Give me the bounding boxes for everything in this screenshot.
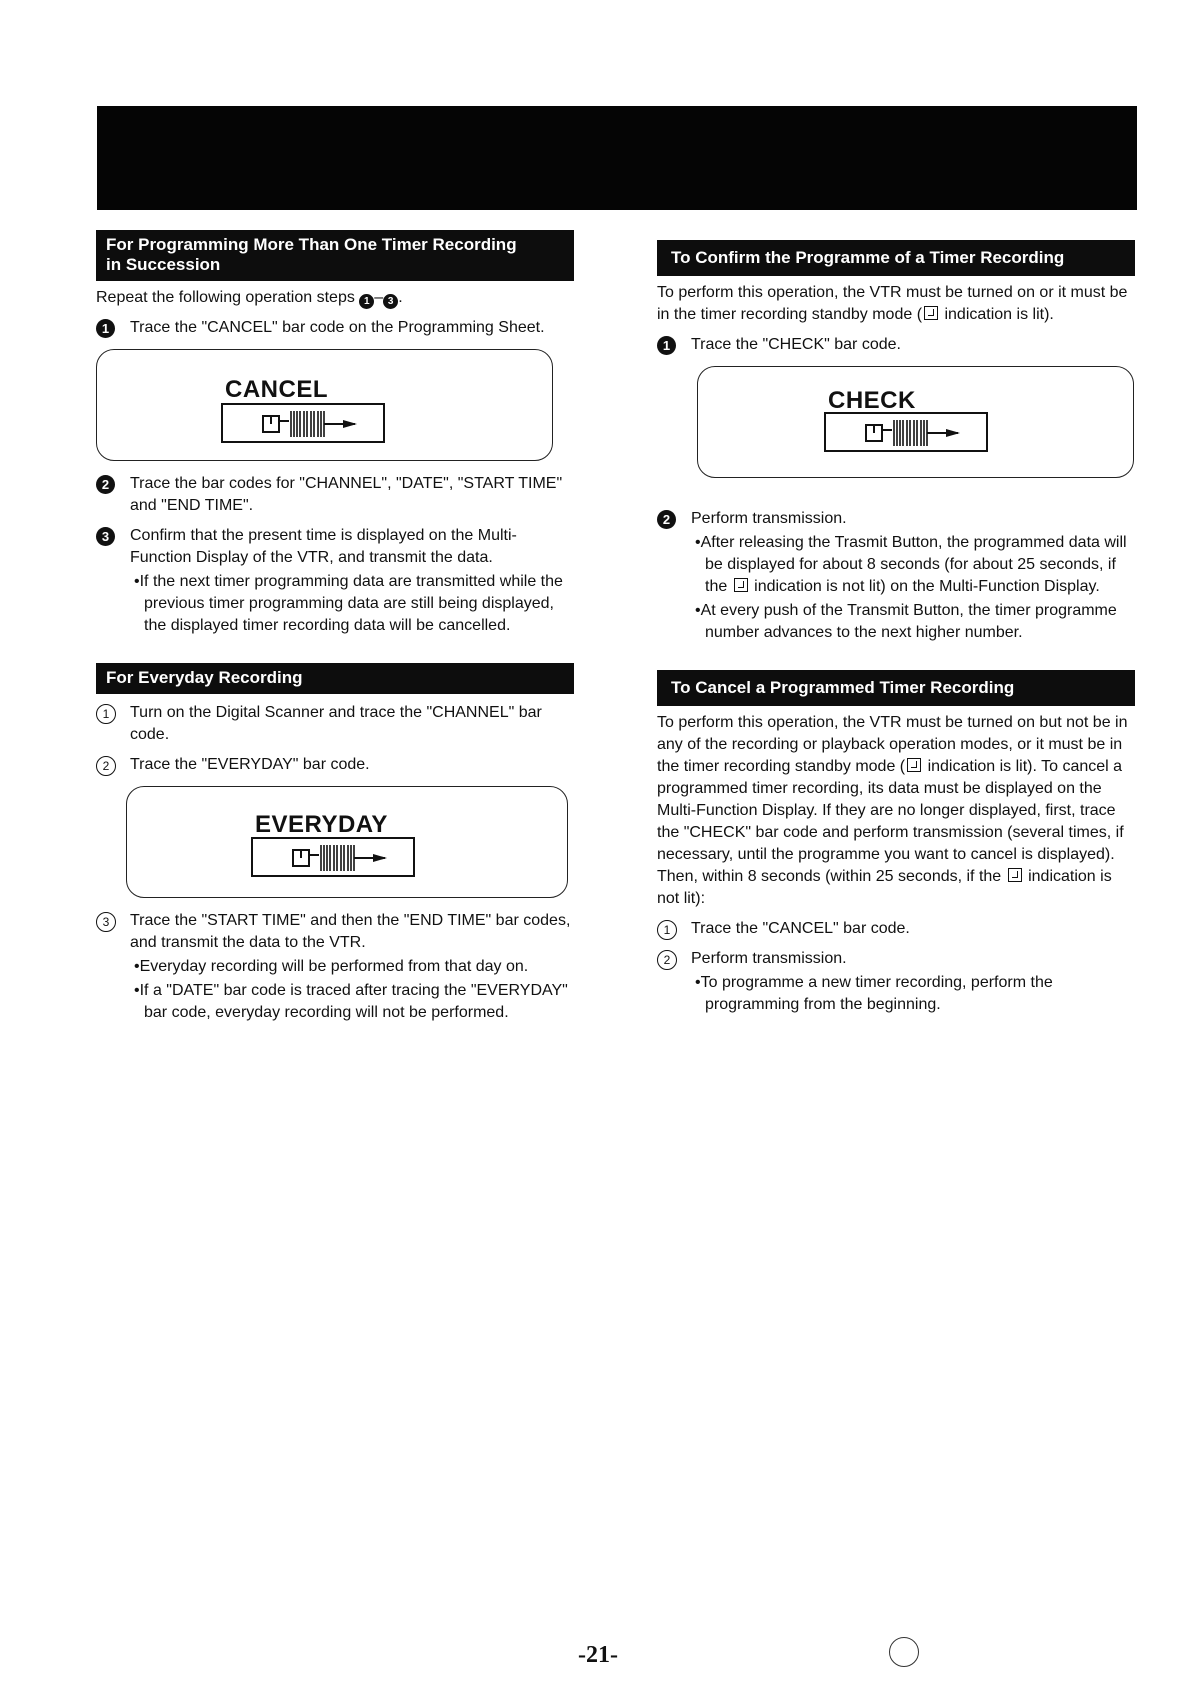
title-banner [97, 106, 1137, 210]
step-text: Trace the bar codes for "CHANNEL", "DATE", "START TIME" and "END TIME". [130, 475, 563, 514]
intro-text: Repeat the following operation steps [96, 289, 355, 306]
range-dash: – [374, 289, 384, 306]
step-number-icon: 3 [96, 912, 116, 932]
section-heading-succession [96, 230, 574, 281]
step-number-icon: 3 [383, 294, 398, 309]
step-3 [96, 525, 574, 637]
step-2 [96, 754, 574, 776]
step-3 [96, 910, 574, 1024]
step-1 [96, 702, 574, 746]
circle-mark-icon [889, 1637, 919, 1667]
left-column [96, 230, 574, 1032]
barcode-check-panel [697, 366, 1134, 478]
barcode-everyday-panel [126, 786, 568, 898]
step-number-icon: 2 [657, 950, 677, 970]
intro-text: To perform this operation, the VTR must be turned on or it must be in the timer recording standby mode ( [657, 284, 1128, 323]
step-text: Turn on the Digital Scanner and trace the "CHANNEL" bar code. [130, 704, 542, 743]
step-number-icon: 1 [359, 294, 374, 309]
section-heading-confirm [657, 240, 1135, 276]
barcode-icon [221, 403, 385, 443]
step-text: Trace the "START TIME" and then the "END TIME" bar codes, and transmit the data to the VTR. [130, 912, 571, 951]
barcode-title: CHECK [828, 387, 916, 414]
step-text: Trace the "CHECK" bar code. [691, 336, 901, 353]
step-text: Perform transmission. [691, 510, 847, 527]
intro-paragraph [96, 287, 574, 309]
step-text: Perform transmission. [691, 950, 847, 967]
step-2 [657, 508, 1135, 644]
note-bullet: •If the next timer programming data are transmitted while the previous timer programming data are still being displayed, the displayed timer recording data will be cancelled. [134, 573, 563, 634]
step-number-icon: 2 [96, 475, 115, 494]
step-number-icon: 1 [657, 336, 676, 355]
barcode-title: EVERYDAY [255, 811, 388, 838]
right-column [657, 240, 1135, 1024]
heading-line: To Cancel a Programmed Timer Recording [671, 678, 1015, 697]
intro-period: . [398, 289, 403, 306]
step-number-icon: 3 [96, 527, 115, 546]
step-number-icon: 2 [657, 510, 676, 529]
barcode-icon [251, 837, 415, 877]
timer-indicator-icon [1008, 868, 1022, 882]
note-bullet [691, 532, 1135, 598]
step-number-icon: 2 [96, 756, 116, 776]
barcode-title: CANCEL [225, 376, 328, 403]
note-bullet: •If a "DATE" bar code is traced after tracing the "EVERYDAY" bar code, everyday recording will not be performed. [134, 982, 568, 1021]
timer-indicator-icon [734, 578, 748, 592]
heading-line: For Everyday Recording [106, 668, 303, 687]
barcode-cancel-panel [96, 349, 553, 461]
intro-text: indication is lit). [940, 306, 1054, 323]
page-number: -21- [578, 1642, 618, 1668]
note-bullet: •Everyday recording will be performed from that day on. [134, 958, 529, 975]
step-2 [657, 948, 1135, 1016]
step-text: Trace the "CANCEL" bar code. [691, 920, 910, 937]
step-text: Trace the "CANCEL" bar code on the Programming Sheet. [130, 319, 545, 336]
section-heading-everyday [96, 663, 574, 694]
step-1 [657, 918, 1135, 940]
note-bullet: •At every push of the Transmit Button, the timer programme number advances to the next higher number. [695, 602, 1117, 641]
section-heading-cancel [657, 670, 1135, 706]
intro-text: To perform this operation, the VTR must be turned on but not be in any of the recording or playback operation modes, or it must be in the timer recording standby mode ( [657, 714, 1128, 775]
note-bullet: •To programme a new timer recording, perform the programming from the beginning. [695, 974, 1053, 1013]
timer-indicator-icon [924, 306, 938, 320]
intro-paragraph [657, 712, 1135, 910]
step-number-icon: 1 [96, 704, 116, 724]
step-text: Trace the "EVERYDAY" bar code. [130, 756, 370, 773]
step-text: Confirm that the present time is displayed on the Multi-Function Display of the VTR, and transmit the data. [130, 527, 517, 566]
barcode-icon [824, 412, 988, 452]
intro-text: indication is not lit): [657, 868, 1112, 907]
timer-indicator-icon [907, 758, 921, 772]
bullet-text: •After releasing the Trasmit Button, the programmed data will be displayed for about 8 seconds (for about 25 seconds, if the [695, 534, 1127, 595]
heading-line: in Succession [106, 255, 221, 274]
bullet-text: indication is not lit) on the Multi-Function Display. [749, 578, 1100, 595]
step-2 [96, 473, 574, 517]
intro-text: indication is lit). To cancel a programmed timer recording, its data must be displayed on the Multi-Function Display. If they are no longer displayed, first, trace the "CHECK" bar code and perform transmission (several times, if necessary, until the programme you want to cancel is displayed). Then, within 8 seconds (within 25 seconds, if the [657, 758, 1124, 885]
intro-paragraph [657, 282, 1135, 326]
heading-line: To Confirm the Programme of a Timer Recording [671, 248, 1065, 267]
step-1 [96, 317, 574, 339]
heading-line: For Programming More Than One Timer Recording [106, 235, 517, 254]
step-number-icon: 1 [657, 920, 677, 940]
step-1 [657, 334, 1135, 356]
step-number-icon: 1 [96, 319, 115, 338]
